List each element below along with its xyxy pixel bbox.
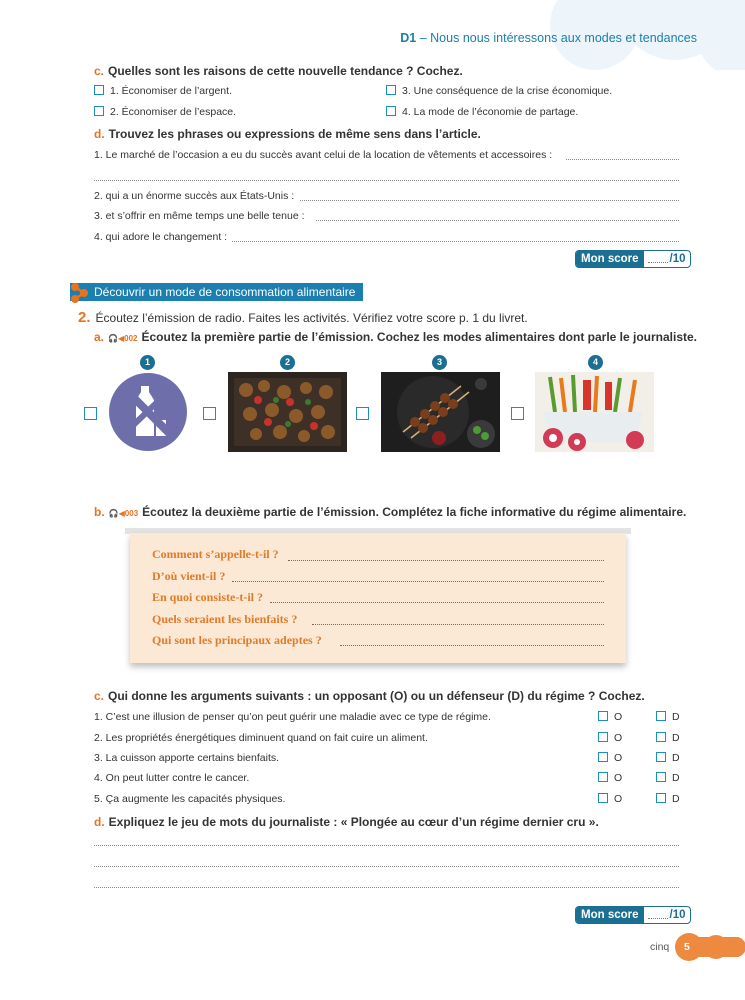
checkbox-option[interactable]	[94, 106, 236, 118]
raw-vegetables-image	[535, 372, 654, 452]
answer-line[interactable]	[300, 200, 679, 201]
option-label: D	[672, 732, 680, 744]
section-header: Découvrir un mode de consommation alimentaire	[70, 283, 363, 301]
option-label: D	[672, 752, 680, 764]
checkbox[interactable]	[656, 732, 666, 742]
option-label: O	[614, 752, 623, 764]
option-opponent[interactable]	[598, 711, 622, 723]
checkbox[interactable]	[598, 793, 608, 803]
option-opponent[interactable]	[598, 752, 622, 764]
question-letter: a.	[94, 330, 105, 344]
score-value[interactable]	[644, 251, 690, 267]
exercise-2-instruction	[78, 309, 528, 326]
question-b-title	[94, 505, 686, 519]
card-question: D’où vient-il ?	[152, 569, 226, 583]
option-label: 4. La mode de l’économie de partage.	[402, 106, 579, 118]
option-opponent[interactable]	[598, 793, 622, 805]
image-badge-2: 2	[280, 355, 295, 370]
question-text: Écoutez la première partie de l’émission. Cochez les modes alimentaires dont parle le journaliste.	[141, 330, 698, 344]
checkbox[interactable]	[386, 106, 396, 116]
question-text: Expliquez le jeu de mots du journaliste : « Plongée au cœur d’un régime dernier cru ».	[108, 815, 599, 829]
option-label: O	[614, 793, 623, 805]
score-box	[575, 906, 691, 924]
checkbox[interactable]	[386, 85, 396, 95]
question-text: Écoutez la deuxième partie de l’émission. Complétez la fiche informative du régime alimentaire.	[142, 505, 687, 519]
card-question: Comment s’appelle-t-il ?	[152, 547, 279, 561]
checkbox[interactable]	[656, 772, 666, 782]
question-letter: c.	[94, 689, 105, 703]
argument-item: 4. On peut lutter contre le cancer.	[94, 772, 250, 784]
question-letter: b.	[94, 505, 105, 519]
card-answer-line[interactable]	[270, 602, 604, 603]
checkbox-option[interactable]	[386, 106, 578, 118]
score-total: /10	[669, 252, 686, 265]
card-answer-line[interactable]	[288, 560, 604, 561]
option-label: O	[614, 772, 623, 784]
audio-icon[interactable]: 🎧◀002	[108, 334, 138, 343]
score-label: Mon score	[576, 251, 644, 267]
image-checkbox-4[interactable]	[511, 407, 524, 420]
answer-line[interactable]	[232, 241, 679, 242]
answer-line[interactable]	[94, 866, 679, 867]
score-total: /10	[669, 908, 686, 921]
answer-item: 2. qui a un énorme succès aux États-Unis :	[94, 190, 295, 202]
score-label: Mon score	[576, 907, 644, 923]
unit-title: – Nous nous intéressons aux modes et tendances	[419, 31, 697, 45]
page-header	[400, 31, 697, 45]
argument-item: 3. La cuisson apporte certains bienfaits.	[94, 752, 280, 764]
image-checkbox-2[interactable]	[203, 407, 216, 420]
exercise-number: 2.	[78, 309, 91, 326]
card-question: Qui sont les principaux adeptes ?	[152, 633, 322, 647]
stuffed-vegetables-image	[228, 372, 347, 452]
score-value[interactable]	[644, 907, 690, 923]
page-word: cinq	[650, 941, 670, 953]
option-label: O	[614, 711, 623, 723]
option-defender[interactable]	[656, 752, 680, 764]
option-label: 1. Économiser de l’argent.	[110, 85, 232, 97]
answer-item: 3. et s’offrir en même temps une belle tenue :	[94, 210, 305, 222]
option-label: 3. Une conséquence de la crise économique.	[402, 85, 613, 97]
option-label: D	[672, 772, 680, 784]
argument-item: 1. C’est une illusion de penser qu’on peut guérir une maladie avec ce type de régime.	[94, 711, 491, 723]
checkbox[interactable]	[598, 711, 608, 721]
option-label: D	[672, 793, 680, 805]
image-checkbox-1[interactable]	[84, 407, 97, 420]
argument-item: 2. Les propriétés énergétiques diminuent quand on fait cuire un aliment.	[94, 732, 428, 744]
checkbox[interactable]	[598, 732, 608, 742]
image-badge-1: 1	[140, 355, 155, 370]
checkbox[interactable]	[598, 772, 608, 782]
checkbox-option[interactable]	[386, 85, 612, 97]
answer-item: 1. Le marché de l’occasion a eu du succès avant celui de la location de vêtements et accessoires :	[94, 149, 553, 161]
audio-track: 002	[124, 334, 138, 343]
question-text: Trouvez les phrases ou expressions de même sens dans l’article.	[108, 127, 481, 141]
question-text: Quelles sont les raisons de cette nouvelle tendance ? Cochez.	[108, 64, 463, 78]
question-d1-title	[94, 127, 481, 141]
option-label: 2. Économiser de l’espace.	[110, 106, 237, 118]
checkbox[interactable]	[598, 752, 608, 762]
answer-item: 4. qui adore le changement :	[94, 231, 228, 243]
image-badge-4: 4	[588, 355, 603, 370]
answer-line[interactable]	[94, 845, 679, 846]
no-dairy-icon	[108, 372, 188, 452]
card-answer-line[interactable]	[312, 624, 604, 625]
question-letter: d.	[94, 127, 105, 141]
question-letter: c.	[94, 64, 105, 78]
checkbox[interactable]	[656, 752, 666, 762]
card-answer-line[interactable]	[232, 581, 604, 582]
option-label: O	[614, 732, 623, 744]
question-a-title	[94, 330, 697, 344]
answer-line[interactable]	[94, 887, 679, 888]
card-question: En quoi consiste-t-il ?	[152, 590, 264, 604]
image-checkbox-3[interactable]	[356, 407, 369, 420]
argument-item: 5. Ça augmente les capacités physiques.	[94, 793, 286, 805]
option-opponent[interactable]	[598, 772, 622, 784]
image-badge-3: 3	[432, 355, 447, 370]
question-d2-title	[94, 815, 599, 829]
unit-code: D1	[400, 31, 417, 45]
audio-icon[interactable]: 🎧◀003	[108, 509, 139, 518]
option-opponent[interactable]	[598, 732, 622, 744]
answer-line[interactable]	[94, 180, 679, 181]
question-c1-title	[94, 64, 463, 78]
score-box	[575, 250, 691, 268]
option-defender[interactable]	[656, 793, 680, 805]
checkbox[interactable]	[656, 711, 666, 721]
question-text: Qui donne les arguments suivants : un opposant (O) ou un défenseur (D) du régime ? Cochez.	[108, 689, 645, 703]
info-card	[130, 533, 626, 663]
checkbox[interactable]	[94, 85, 104, 95]
checkbox-option[interactable]	[94, 85, 232, 97]
option-defender[interactable]	[656, 772, 680, 784]
question-letter: d.	[94, 815, 105, 829]
instruction-text: Écoutez l’émission de radio. Faites les activités. Vérifiez votre score p. 1 du livret.	[95, 311, 528, 325]
audio-track: 003	[124, 509, 139, 518]
answer-line[interactable]	[316, 220, 679, 221]
option-defender[interactable]	[656, 711, 680, 723]
checkbox[interactable]	[656, 793, 666, 803]
grilled-skewers-image	[381, 372, 500, 452]
section-icon	[68, 280, 94, 306]
page-number: 5	[684, 941, 690, 953]
option-defender[interactable]	[656, 732, 680, 744]
card-question: Quels seraient les bienfaits ?	[152, 612, 298, 626]
checkbox[interactable]	[94, 106, 104, 116]
question-c2-title	[94, 689, 645, 703]
answer-line[interactable]	[566, 159, 679, 160]
card-answer-line[interactable]	[340, 645, 604, 646]
option-label: D	[672, 711, 680, 723]
